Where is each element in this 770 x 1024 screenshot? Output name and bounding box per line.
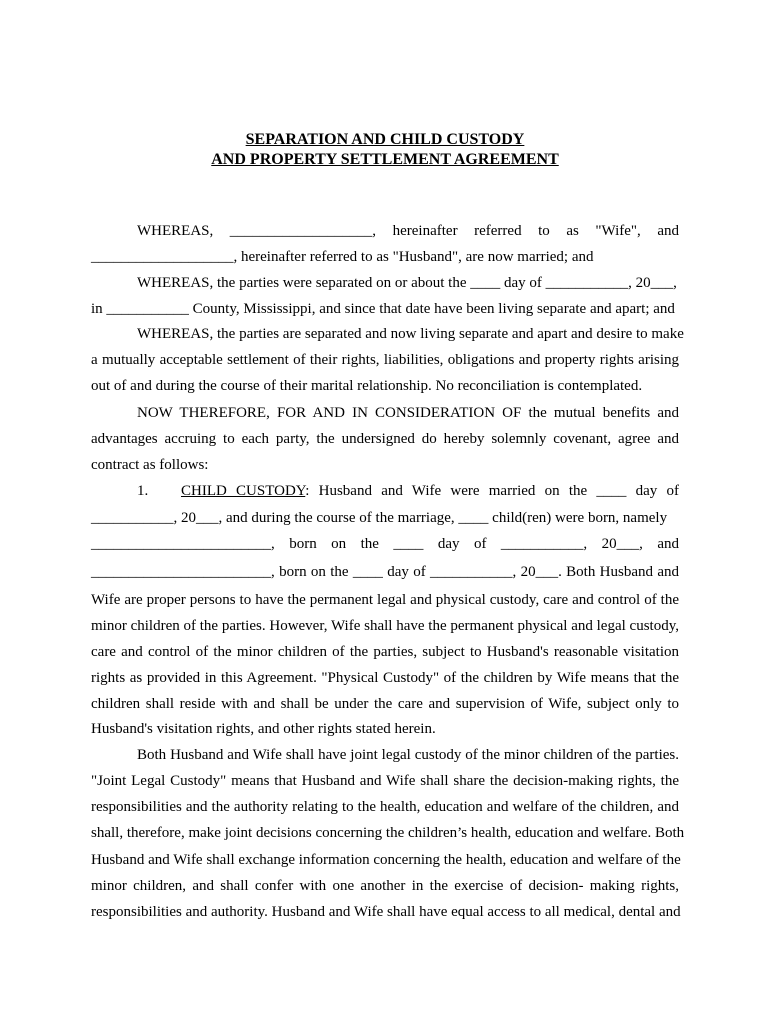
- body-line: Husband's visitation rights, and other rights stated herein.: [91, 721, 436, 737]
- body-line: WHEREAS, ___________________, hereinafter referred to as "Wife", and: [137, 223, 679, 239]
- body-line: out of and during the course of their marital relationship. No reconciliation is contemplated.: [91, 378, 643, 394]
- body-line: Wife are proper persons to have the permanent legal and physical custody, care and control of the: [91, 592, 679, 608]
- document-title-line-1: SEPARATION AND CHILD CUSTODY: [245, 131, 525, 148]
- body-line: Both Husband and Wife shall have joint legal custody of the minor children of the parties.: [137, 747, 679, 763]
- body-line: "Joint Legal Custody" means that Husband and Wife shall share the decision-making rights, the: [91, 773, 679, 789]
- body-line: minor children of the parties. However, Wife shall have the permanent physical and legal custody,: [91, 618, 679, 634]
- body-line: ________________________, born on the ____ day of ___________, 20___. Both Husband and: [91, 564, 679, 580]
- body-line: responsibilities and authority. Husband and Wife shall have equal access to all medical, dental and: [91, 904, 681, 920]
- body-line: ________________________, born on the ____ day of ___________, 20___, and: [91, 536, 679, 552]
- body-line: in ___________ County, Mississippi, and since that date have been living separate and apart; and: [91, 301, 675, 317]
- body-line: Husband and Wife shall exchange information concerning the health, education and welfare of the: [91, 852, 681, 868]
- body-line: WHEREAS, the parties were separated on or about the ____ day of ___________, 20___,: [137, 275, 677, 291]
- section-1-heading-text: [181, 482, 679, 500]
- section-1-number: 1.: [137, 483, 149, 499]
- body-line: advantages accruing to each party, the undersigned do hereby solemnly covenant, agree and: [91, 431, 679, 447]
- body-line: a mutually acceptable settlement of their rights, liabilities, obligations and property rights arising: [91, 352, 679, 368]
- body-line: care and control of the minor children of the parties, subject to Husband's reasonable visitation: [91, 644, 679, 660]
- body-line: rights as provided in this Agreement. "Physical Custody" of the children by Wife means that the: [91, 670, 679, 686]
- body-line: NOW THEREFORE, FOR AND IN CONSIDERATION OF the mutual benefits and: [137, 405, 679, 421]
- section-1-text: : Husband and Wife were married on the ____ day of: [305, 483, 679, 499]
- body-line: ___________, 20___, and during the course of the marriage, ____ child(ren) were born, namely: [91, 510, 668, 526]
- body-line: children shall reside with and shall be under the care and supervision of Wife, subject only to: [91, 696, 679, 712]
- body-line: WHEREAS, the parties are separated and now living separate and apart and desire to make: [137, 326, 684, 342]
- section-1-heading: CHILD CUSTODY: [181, 483, 306, 499]
- body-line: responsibilities and the authority relating to the health, education and welfare of the children, and: [91, 799, 679, 815]
- body-line: minor children, and shall confer with one another in the exercise of decision- making rights,: [91, 878, 679, 894]
- body-line: ___________________, hereinafter referred to as "Husband", are now married; and: [91, 249, 594, 265]
- document-title-line-2: AND PROPERTY SETTLEMENT AGREEMENT: [211, 151, 559, 168]
- body-line: shall, therefore, make joint decisions concerning the children’s health, education and welfare. Both: [91, 825, 685, 841]
- body-line: contract as follows:: [91, 457, 209, 473]
